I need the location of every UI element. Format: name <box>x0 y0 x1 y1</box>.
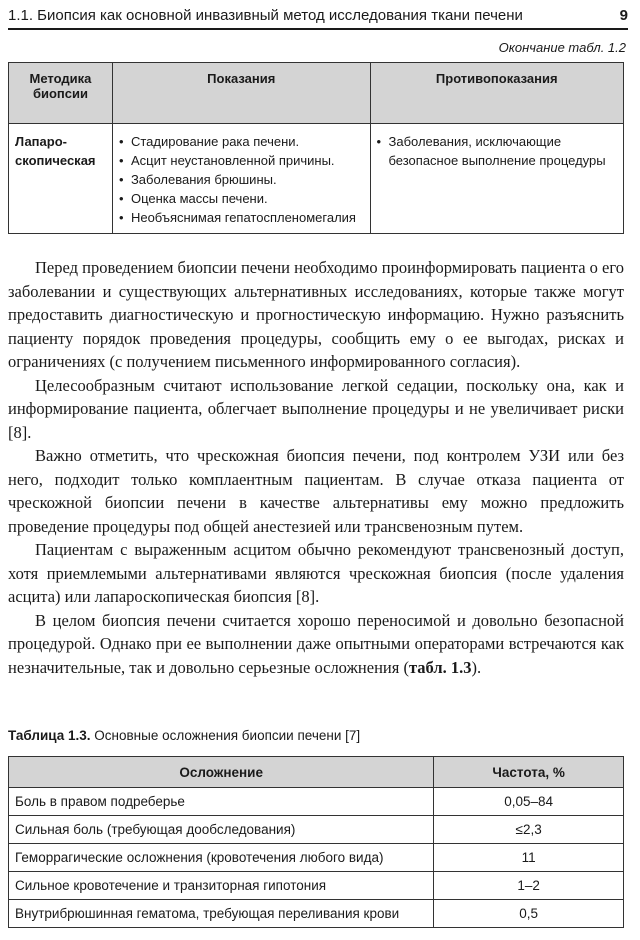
running-header <box>8 2 628 30</box>
paragraph-text: В целом биопсия печени считается хорошо переносимой и довольно безопасной процедурой. Однако при ее выполнении даже опытными операторами встречаются как незначительные, так и довольно серьезные осложнения ( <box>8 610 624 677</box>
column-header-frequency: Частота, % <box>434 757 624 788</box>
table-row <box>9 788 624 816</box>
table-1-2 <box>8 62 624 234</box>
list-item: • Необъяснимая гепатоспленомегалия <box>119 208 364 227</box>
table-header-row <box>9 63 624 124</box>
frequency-cell: ≤2,3 <box>434 816 624 844</box>
complication-cell: Геморрагические осложнения (кровотечения любого вида) <box>9 844 434 872</box>
complication-cell: Сильное кровотечение и транзиторная гипотония <box>9 872 434 900</box>
list-item: • Оценка массы печени. <box>119 189 364 208</box>
complication-cell: Внутрибрюшинная гематома, требующая переливания крови <box>9 900 434 928</box>
table-continuation-note: Окончание табл. 1.2 <box>498 40 626 55</box>
table-1-3 <box>8 756 624 928</box>
indications-cell <box>112 124 370 234</box>
column-header-complication: Осложнение <box>9 757 434 788</box>
table-row <box>9 124 624 234</box>
list-item: • Заболевания брюшины. <box>119 170 364 189</box>
frequency-cell: 0,05–84 <box>434 788 624 816</box>
complication-cell: Сильная боль (требующая дообследования) <box>9 816 434 844</box>
complication-cell: Боль в правом подреберье <box>9 788 434 816</box>
table-row <box>9 900 624 928</box>
running-title: 1.1. Биопсия как основной инвазивный метод исследования ткани печени <box>8 6 523 24</box>
table-header-row <box>9 757 624 788</box>
table-reference-link: табл. 1.3 <box>408 657 472 677</box>
page-number: 9 <box>619 6 628 24</box>
paragraph: Важно отметить, что чрескожная биопсия печени, под контролем УЗИ или без него, подходит только комплаентным пациентам. В случае отказа пациента от чрескожной биопсии печени в качестве альтернативы ему можно предложить проведение процедуры под общей анестезией или трансвенозным путем. <box>8 446 624 536</box>
list-item: • Стадирование рака печени. <box>119 132 364 151</box>
body-text <box>8 256 624 679</box>
table-row <box>9 816 624 844</box>
column-header-method: Методика биопсии <box>9 63 113 124</box>
list-item: • Заболевания, исключающие безопасное выполнение процедуры <box>377 132 618 170</box>
paragraph <box>8 609 624 680</box>
column-header-contraindications: Противопоказания <box>370 63 624 124</box>
list-item: • Асцит неустановленной причины. <box>119 151 364 170</box>
frequency-cell: 11 <box>434 844 624 872</box>
paragraph: Целесообразным считают использование легкой седации, поскольку она, как и информирование пациента, облегчает выполнение процедуры и не увеличивает риски [8]. <box>8 375 624 442</box>
table-row <box>9 844 624 872</box>
frequency-cell: 0,5 <box>434 900 624 928</box>
table-caption-text: Основные осложнения биопсии печени [7] <box>90 728 361 743</box>
method-cell: Лапаро-скопическая <box>9 124 113 234</box>
contraindications-cell <box>370 124 624 234</box>
paragraph: Пациентам с выраженным асцитом обычно рекомендуют трансвенозный доступ, хотя приемлемыми альтернативами являются чрескожная биопсия (после удаления асцита) или лапароскопическая биопсия [8]. <box>8 540 624 606</box>
column-header-indications: Показания <box>112 63 370 124</box>
table-caption <box>8 728 360 743</box>
frequency-cell: 1–2 <box>434 872 624 900</box>
table-row <box>9 872 624 900</box>
paragraph: Перед проведением биопсии печени необходимо проинформировать пациента о его заболевании и существующих альтернативных исследованиях, которые также могут предоставить диагностическую и прогностическую информацию. Нужно разъяснить пациенту порядок проведения процедуры, сообщить ему о ее выгодах, рисках и ограничениях (с получением письменного информированного согласия). <box>8 258 624 371</box>
paragraph-end: ). <box>471 657 482 677</box>
table-caption-label: Таблица 1.3. <box>8 728 91 743</box>
